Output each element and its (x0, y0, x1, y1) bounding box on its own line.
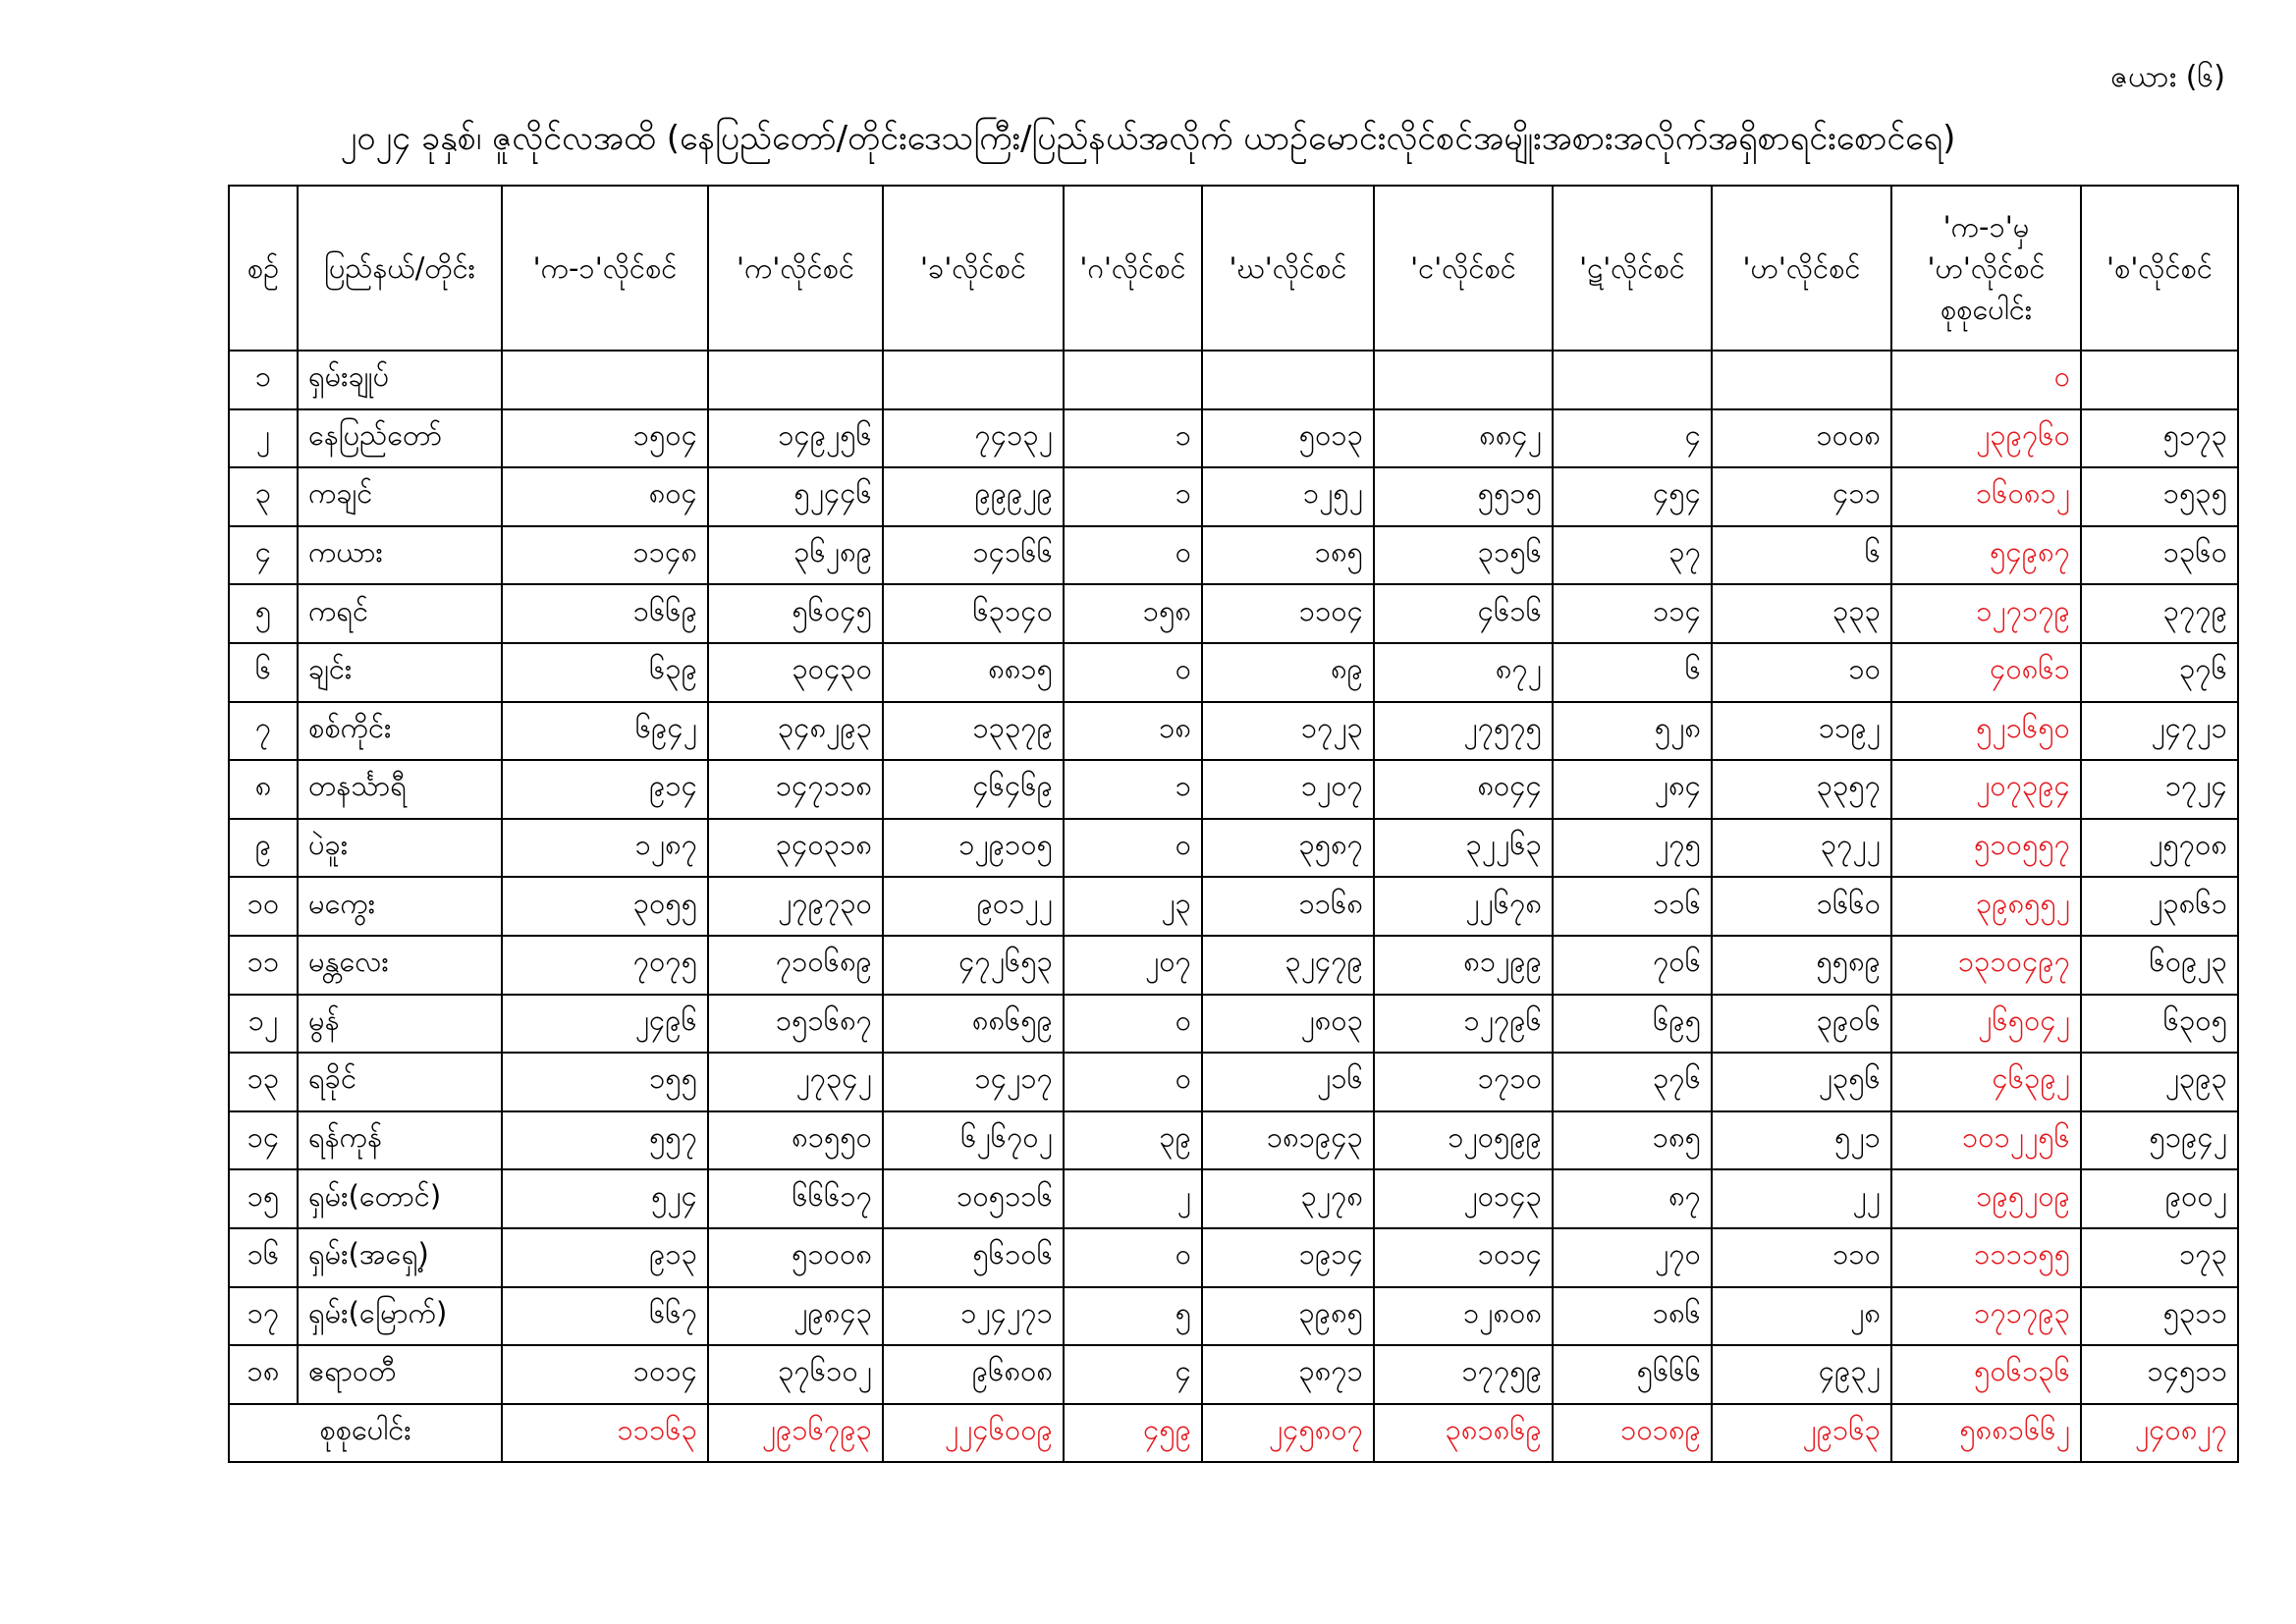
cell-s: ၁၃၆၀ (2081, 526, 2238, 585)
cell-h: ၃၃၃ (1712, 584, 1891, 643)
cell-k: ၃၇၆၁၀၂ (708, 1345, 883, 1404)
cell-h: ၆ (1712, 526, 1891, 585)
license-table (228, 185, 2239, 1463)
cell-h: ၅၂၁ (1712, 1111, 1891, 1170)
cell-h: ၁၀ (1712, 643, 1891, 702)
totals-row (229, 1404, 2238, 1463)
table-number-label: ဇယား (၆) (2110, 60, 2225, 94)
cell-k: ၇၁၀၆၈၉ (708, 936, 883, 995)
total-gh: ၂၄၅၈၀၇ (1202, 1404, 1374, 1463)
cell-region: ရှမ်း(အရှေ့) (298, 1228, 502, 1287)
cell-ng: ၁၇၁၀ (1374, 1053, 1553, 1111)
cell-kh: ၄၆၄၆၉ (883, 760, 1064, 819)
cell-no: ၁၀ (229, 877, 298, 936)
table-row (229, 351, 2238, 409)
page-title: ၂၀၂၄ ခုနှစ်၊ ဇူလိုင်လအထိ (နေပြည်တော်/တိုင်းဒေသကြီး/ပြည်နယ်အလိုက် ယာဉ်မောင်းလိုင်စင်အမျိုးအစားအလိုက်အရှိစာရင်းစောင်ရေ) (340, 119, 1956, 158)
cell-s: ၆၃၀၅ (2081, 995, 2238, 1054)
cell-k: ၅၁၀၀၈ (708, 1228, 883, 1287)
cell-no: ၈ (229, 760, 298, 819)
cell-ng: ၂၂၆၇၈ (1374, 877, 1553, 936)
cell-h: ၅၅၈၉ (1712, 936, 1891, 995)
cell-region: မကွေး (298, 877, 502, 936)
total-s: ၂၄၀၈၂၇ (2081, 1404, 2238, 1463)
cell-g: ၂၃ (1064, 877, 1202, 936)
cell-kh: ၁၂၉၁၀၅ (883, 819, 1064, 878)
cell-k: ၁၅၁၆၈၇ (708, 995, 883, 1054)
cell-kh: ၉၉၉၂၉ (883, 467, 1064, 526)
cell-ng: ၂၀၁၄၃ (1374, 1169, 1553, 1228)
cell-total: ၂၃၉၇၆၀ (1891, 409, 2081, 468)
total-t: ၁၀၁၈၉ (1553, 1404, 1712, 1463)
cell-t: ၁၁၄ (1553, 584, 1712, 643)
cell-h: ၂၂ (1712, 1169, 1891, 1228)
cell-k1 (502, 351, 708, 409)
cell-g: ၀ (1064, 1053, 1202, 1111)
cell-region: ပဲခူး (298, 819, 502, 878)
header-k1: 'က-၁'လိုင်စင် (502, 186, 708, 351)
cell-k1: ၉၁၄ (502, 760, 708, 819)
cell-g (1064, 351, 1202, 409)
header-t: 'ဋ'လိုင်စင် (1553, 186, 1712, 351)
cell-ng: ၁၇၇၅၉ (1374, 1345, 1553, 1404)
cell-t: ၁၁၆ (1553, 877, 1712, 936)
cell-no: ၆ (229, 643, 298, 702)
total-kh: ၂၂၄၆၀၀၉ (883, 1404, 1064, 1463)
cell-kh: ၁၄၂၁၇ (883, 1053, 1064, 1111)
cell-ng: ၂၇၅၇၅ (1374, 702, 1553, 761)
cell-k1: ၉၁၃ (502, 1228, 708, 1287)
cell-t: ၁၈၆ (1553, 1287, 1712, 1346)
cell-k: ၃၀၄၃၀ (708, 643, 883, 702)
cell-gh: ၁၁၀၄ (1202, 584, 1374, 643)
cell-ng: ၁၀၁၄ (1374, 1228, 1553, 1287)
cell-no: ၁၂ (229, 995, 298, 1054)
cell-k: ၈၁၅၅၀ (708, 1111, 883, 1170)
cell-k1: ၆၆၇ (502, 1287, 708, 1346)
cell-total: ၁၇၁၇၉၃ (1891, 1287, 2081, 1346)
header-s: 'စ'လိုင်စင် (2081, 186, 2238, 351)
cell-gh: ၂၈၀၃ (1202, 995, 1374, 1054)
cell-t: ၅၂၈ (1553, 702, 1712, 761)
table-row (229, 1287, 2238, 1346)
cell-s: ၁၄၅၁၁ (2081, 1345, 2238, 1404)
cell-ng: ၈၁၂၉၉ (1374, 936, 1553, 995)
table-row (229, 1345, 2238, 1404)
cell-k: ၂၇၃၄၂ (708, 1053, 883, 1111)
cell-s (2081, 351, 2238, 409)
cell-ng: ၅၅၁၅ (1374, 467, 1553, 526)
cell-t: ၃၇ (1553, 526, 1712, 585)
table-header-row (229, 186, 2238, 351)
cell-g: ၁ (1064, 409, 1202, 468)
cell-total: ၂၀၇၃၉၄ (1891, 760, 2081, 819)
cell-total: ၅၄၉၈၇ (1891, 526, 2081, 585)
cell-total: ၂၆၅၀၄၂ (1891, 995, 2081, 1054)
cell-s: ၁၇၃ (2081, 1228, 2238, 1287)
cell-s: ၁၅၃၅ (2081, 467, 2238, 526)
cell-g: ၁ (1064, 760, 1202, 819)
cell-k (708, 351, 883, 409)
cell-ng: ၈၇၂ (1374, 643, 1553, 702)
cell-ng (1374, 351, 1553, 409)
cell-k1: ၆၉၄၂ (502, 702, 708, 761)
cell-t: ၇၀၆ (1553, 936, 1712, 995)
cell-k1: ၁၂၈၇ (502, 819, 708, 878)
cell-gh: ၃၂၄၇၉ (1202, 936, 1374, 995)
cell-region: ချင်း (298, 643, 502, 702)
cell-t: ၆၉၅ (1553, 995, 1712, 1054)
cell-no: ၂ (229, 409, 298, 468)
cell-g: ၀ (1064, 819, 1202, 878)
cell-total: ၄၀၈၆၁ (1891, 643, 2081, 702)
cell-no: ၃ (229, 467, 298, 526)
cell-k1: ၇၀၇၅ (502, 936, 708, 995)
cell-gh (1202, 351, 1374, 409)
cell-ng: ၄၆၁၆ (1374, 584, 1553, 643)
cell-s: ၂၅၇၀၈ (2081, 819, 2238, 878)
cell-gh: ၁၈၁၉၄၃ (1202, 1111, 1374, 1170)
cell-gh: ၁၇၂၃ (1202, 702, 1374, 761)
cell-s: ၆၀၉၂၃ (2081, 936, 2238, 995)
cell-no: ၁၅ (229, 1169, 298, 1228)
cell-h: ၂၈ (1712, 1287, 1891, 1346)
cell-g: ၁၈ (1064, 702, 1202, 761)
cell-kh (883, 351, 1064, 409)
cell-total: ၁၀၁၂၂၅၆ (1891, 1111, 2081, 1170)
total-k: ၂၉၁၆၇၉၃ (708, 1404, 883, 1463)
cell-t: ၄ (1553, 409, 1712, 468)
header-kh: 'ခ'လိုင်စင် (883, 186, 1064, 351)
table-row (229, 584, 2238, 643)
cell-ng: ၈၈၄၂ (1374, 409, 1553, 468)
cell-s: ၅၁၇၃ (2081, 409, 2238, 468)
cell-no: ၁၃ (229, 1053, 298, 1111)
cell-t: ၃၇၆ (1553, 1053, 1712, 1111)
cell-h: ၃၇၂၂ (1712, 819, 1891, 878)
cell-t: ၂၈၄ (1553, 760, 1712, 819)
cell-kh: ၁၄၁၆၆ (883, 526, 1064, 585)
cell-h: ၄၉၃၂ (1712, 1345, 1891, 1404)
header-no: စဉ် (229, 186, 298, 351)
cell-k: ၃၆၂၈၉ (708, 526, 883, 585)
table-row (229, 760, 2238, 819)
cell-region: ကရင် (298, 584, 502, 643)
cell-h: ၁၁၉၂ (1712, 702, 1891, 761)
cell-k: ၁၄၇၁၁၈ (708, 760, 883, 819)
cell-s: ၁၇၂၄ (2081, 760, 2238, 819)
cell-total: ၁၉၅၂၀၉ (1891, 1169, 2081, 1228)
cell-total: ၅၂၁၆၅၀ (1891, 702, 2081, 761)
table-row (229, 1228, 2238, 1287)
cell-region: ကယား (298, 526, 502, 585)
cell-t: ၂၇၀ (1553, 1228, 1712, 1287)
cell-kh: ၉၆၈၀၈ (883, 1345, 1064, 1404)
cell-s: ၃၇၆ (2081, 643, 2238, 702)
cell-g: ၀ (1064, 526, 1202, 585)
cell-kh: ၈၈၁၅ (883, 643, 1064, 702)
cell-no: ၉ (229, 819, 298, 878)
cell-kh: ၅၆၁၀၆ (883, 1228, 1064, 1287)
table-row (229, 1169, 2238, 1228)
cell-kh: ၈၈၆၅၉ (883, 995, 1064, 1054)
cell-ng: ၁၂၇၉၆ (1374, 995, 1553, 1054)
cell-gh: ၂၁၆ (1202, 1053, 1374, 1111)
cell-ng: ၁၂၀၅၉၉ (1374, 1111, 1553, 1170)
cell-region: ကချင် (298, 467, 502, 526)
table-row (229, 467, 2238, 526)
table-row (229, 936, 2238, 995)
cell-s: ၅၃၁၁ (2081, 1287, 2238, 1346)
cell-no: ၁၁ (229, 936, 298, 995)
cell-t: ၆ (1553, 643, 1712, 702)
cell-h: ၃၉၀၆ (1712, 995, 1891, 1054)
cell-gh: ၃၅၈၇ (1202, 819, 1374, 878)
cell-g: ၀ (1064, 1228, 1202, 1287)
cell-kh: ၁၂၄၂၇၁ (883, 1287, 1064, 1346)
cell-region: ဧရာဝတီ (298, 1345, 502, 1404)
total-g: ၄၅၉ (1064, 1404, 1202, 1463)
cell-g: ၁ (1064, 467, 1202, 526)
cell-k1: ၂၄၉၆ (502, 995, 708, 1054)
cell-ng: ၁၂၈၀၈ (1374, 1287, 1553, 1346)
cell-g: ၀ (1064, 643, 1202, 702)
cell-total: ၃၉၈၅၅၂ (1891, 877, 2081, 936)
cell-gh: ၁၁၆၈ (1202, 877, 1374, 936)
cell-t: ၄၅၄ (1553, 467, 1712, 526)
header-gh: 'ဃ'လိုင်စင် (1202, 186, 1374, 351)
cell-gh: ၁၈၅ (1202, 526, 1374, 585)
cell-g: ၃၉ (1064, 1111, 1202, 1170)
cell-no: ၇ (229, 702, 298, 761)
cell-h: ၁၁၀ (1712, 1228, 1891, 1287)
cell-k1: ၁၅၅ (502, 1053, 708, 1111)
table-row (229, 702, 2238, 761)
cell-total: ၅၁၀၅၅၇ (1891, 819, 2081, 878)
cell-ng: ၃၁၅၆ (1374, 526, 1553, 585)
cell-s: ၃၇၇၉ (2081, 584, 2238, 643)
cell-s: ၂၄၇၂၁ (2081, 702, 2238, 761)
cell-k: ၂၉၈၄၃ (708, 1287, 883, 1346)
cell-region: ရှမ်းချုပ် (298, 351, 502, 409)
cell-total: ၀ (1891, 351, 2081, 409)
cell-ng: ၈၀၄၄ (1374, 760, 1553, 819)
cell-t: ၅၆၆၆ (1553, 1345, 1712, 1404)
cell-k1: ၁၀၁၄ (502, 1345, 708, 1404)
header-ng: 'င'လိုင်စင် (1374, 186, 1553, 351)
cell-kh: ၉၀၁၂၂ (883, 877, 1064, 936)
cell-kh: ၁၃၃၇၉ (883, 702, 1064, 761)
cell-kh: ၄၇၂၆၅၃ (883, 936, 1064, 995)
cell-no: ၁ (229, 351, 298, 409)
cell-gh: ၁၂၅၂ (1202, 467, 1374, 526)
cell-k1: ၆၃၉ (502, 643, 708, 702)
cell-no: ၁၄ (229, 1111, 298, 1170)
header-h: 'ဟ'လိုင်စင် (1712, 186, 1891, 351)
cell-region: ရန်ကုန် (298, 1111, 502, 1170)
header-k: 'က'လိုင်စင် (708, 186, 883, 351)
cell-total: ၅၀၆၁၃၆ (1891, 1345, 2081, 1404)
cell-k1: ၁၅၀၄ (502, 409, 708, 468)
cell-no: ၁၇ (229, 1287, 298, 1346)
table-row (229, 995, 2238, 1054)
cell-region: ရှမ်း(တောင်) (298, 1169, 502, 1228)
cell-t (1553, 351, 1712, 409)
cell-kh: ၇၄၁၃၂ (883, 409, 1064, 468)
cell-k: ၃၄၈၂၉၃ (708, 702, 883, 761)
cell-k1: ၅၅၇ (502, 1111, 708, 1170)
cell-gh: ၃၂၇၈ (1202, 1169, 1374, 1228)
cell-s: ၂၃၈၆၁ (2081, 877, 2238, 936)
cell-kh: ၆၂၆၇၀၂ (883, 1111, 1064, 1170)
cell-h: ၂၃၅၆ (1712, 1053, 1891, 1111)
table-body (229, 351, 2238, 1404)
cell-no: ၁၈ (229, 1345, 298, 1404)
table-row (229, 643, 2238, 702)
cell-region: တနင်္သာရီ (298, 760, 502, 819)
total-grand: ၅၈၈၁၆၆၂ (1891, 1404, 2081, 1463)
cell-t: ၈၇ (1553, 1169, 1712, 1228)
cell-gh: ၅၀၁၃ (1202, 409, 1374, 468)
cell-g: ၂ (1064, 1169, 1202, 1228)
cell-region: မန္တလေး (298, 936, 502, 995)
cell-region: နေပြည်တော် (298, 409, 502, 468)
cell-k1: ၈၀၄ (502, 467, 708, 526)
totals-label: စုစုပေါင်း (229, 1404, 502, 1463)
cell-g: ၀ (1064, 995, 1202, 1054)
cell-gh: ၁၂၀၇ (1202, 760, 1374, 819)
cell-total: ၁၃၁၀၄၉၇ (1891, 936, 2081, 995)
cell-k: ၆၆၆၁၇ (708, 1169, 883, 1228)
cell-k: ၅၆၀၄၅ (708, 584, 883, 643)
cell-total: ၁၆၀၈၁၂ (1891, 467, 2081, 526)
cell-kh: ၆၃၁၄၀ (883, 584, 1064, 643)
cell-g: ၁၅၈ (1064, 584, 1202, 643)
cell-g: ၂၀၇ (1064, 936, 1202, 995)
cell-k: ၁၄၉၂၅၆ (708, 409, 883, 468)
cell-h: ၄၁၁ (1712, 467, 1891, 526)
cell-t: ၁၈၅ (1553, 1111, 1712, 1170)
cell-no: ၅ (229, 584, 298, 643)
cell-no: ၄ (229, 526, 298, 585)
table-row (229, 1053, 2238, 1111)
cell-s: ၂၃၉၃ (2081, 1053, 2238, 1111)
cell-total: ၁၁၁၁၅၅ (1891, 1228, 2081, 1287)
total-ng: ၃၈၁၈၆၉ (1374, 1404, 1553, 1463)
cell-h (1712, 351, 1891, 409)
table-row (229, 819, 2238, 878)
total-h: ၂၉၁၆၃ (1712, 1404, 1891, 1463)
cell-s: ၅၁၉၄၂ (2081, 1111, 2238, 1170)
total-k1: ၁၁၁၆၃ (502, 1404, 708, 1463)
cell-gh: ၈၉ (1202, 643, 1374, 702)
cell-h: ၁၆၆၀ (1712, 877, 1891, 936)
cell-kh: ၁၀၅၁၁၆ (883, 1169, 1064, 1228)
table-row (229, 526, 2238, 585)
cell-k1: ၅၂၄ (502, 1169, 708, 1228)
cell-gh: ၃၉၈၅ (1202, 1287, 1374, 1346)
cell-region: ရှမ်း(မြောက်) (298, 1287, 502, 1346)
cell-region: မွန် (298, 995, 502, 1054)
cell-ng: ၃၂၂၆၃ (1374, 819, 1553, 878)
cell-k: ၂၇၉၇၃၀ (708, 877, 883, 936)
table-row (229, 877, 2238, 936)
cell-g: ၅ (1064, 1287, 1202, 1346)
header-region: ပြည်နယ်/တိုင်း (298, 186, 502, 351)
cell-s: ၉၀၀၂ (2081, 1169, 2238, 1228)
cell-k1: ၃၀၅၅ (502, 877, 708, 936)
cell-total: ၁၂၇၁၇၉ (1891, 584, 2081, 643)
cell-k1: ၁၆၆၉ (502, 584, 708, 643)
cell-gh: ၃၈၇၁ (1202, 1345, 1374, 1404)
cell-h: ၁၀၀၈ (1712, 409, 1891, 468)
cell-no: ၁၆ (229, 1228, 298, 1287)
cell-k1: ၁၁၄၈ (502, 526, 708, 585)
table-row (229, 1111, 2238, 1170)
cell-region: ရခိုင် (298, 1053, 502, 1111)
cell-g: ၄ (1064, 1345, 1202, 1404)
cell-k: ၃၄၀၃၁၈ (708, 819, 883, 878)
cell-gh: ၁၉၁၄ (1202, 1228, 1374, 1287)
cell-k: ၅၂၄၄၆ (708, 467, 883, 526)
cell-t: ၂၇၅ (1553, 819, 1712, 878)
cell-region: စစ်ကိုင်း (298, 702, 502, 761)
header-total: 'က-၁'မှ 'ဟ'လိုင်စင် စုစုပေါင်း (1891, 186, 2081, 351)
cell-total: ၄၆၃၉၂ (1891, 1053, 2081, 1111)
table-row (229, 409, 2238, 468)
cell-h: ၃၃၅၇ (1712, 760, 1891, 819)
header-g: 'ဂ'လိုင်စင် (1064, 186, 1202, 351)
